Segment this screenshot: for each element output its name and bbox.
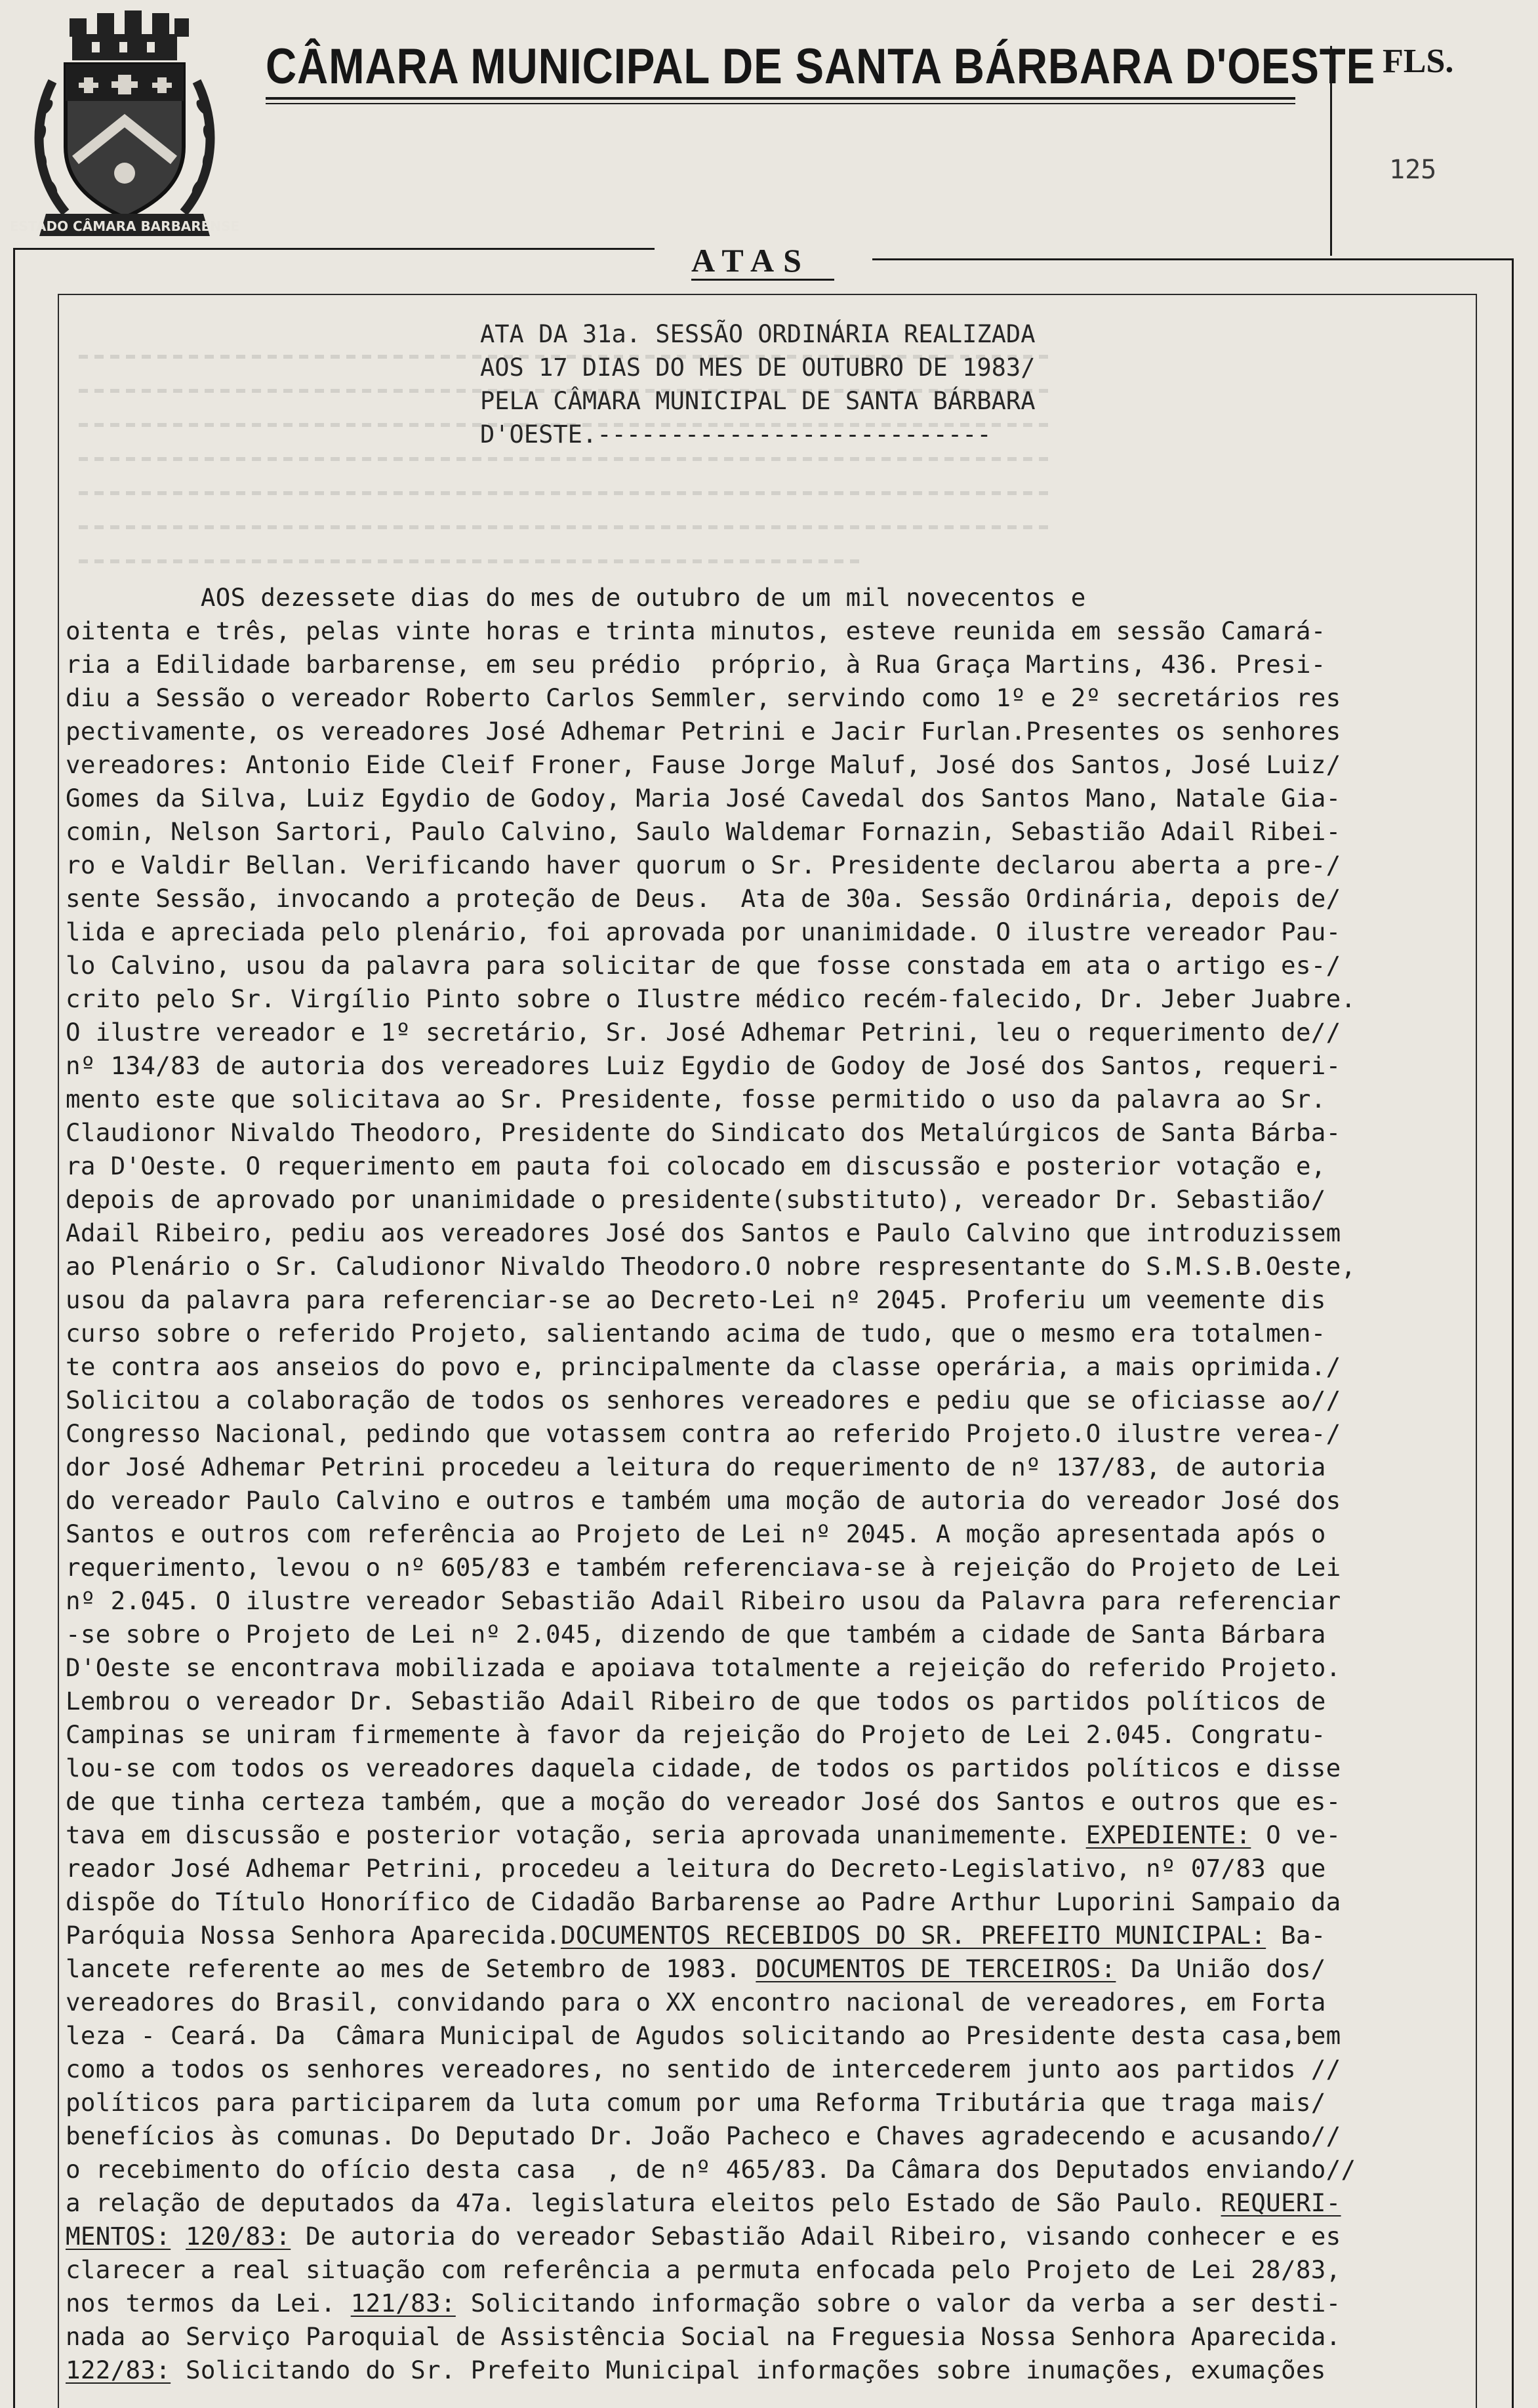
body-line: Lembrou o vereador Dr. Sebastião Adail Ribeiro de que todos os partidos políticos de — [66, 1687, 1326, 1716]
title-rule — [266, 97, 1295, 100]
body-line: -se sobre o Projeto de Lei nº 2.045, dizendo de que também a cidade de Santa Bárbara — [66, 1620, 1326, 1649]
body-line: tava em discussão e posterior votação, seria aprovada unanimemente. EXPEDIENTE: O ve- — [66, 1820, 1341, 1849]
section-term: DOCUMENTOS DE TERCEIROS: — [756, 1954, 1116, 1983]
body-line: Solicitou a colaboração de todos os senhores vereadores e pediu que se oficiasse ao// — [66, 1386, 1341, 1415]
body-line: Adail Ribeiro, pediu aos vereadores José dos Santos e Paulo Calvino que introduzissem — [66, 1218, 1341, 1247]
body-line: ra D'Oeste. O requerimento em pauta foi colocado em discussão e posterior votação e, — [66, 1152, 1326, 1180]
section-term: 120/83: — [186, 2222, 291, 2251]
frame-top-left — [13, 248, 655, 250]
body-line: Santos e outros com referência ao Projeto de Lei nº 2045. A moção apresentada após o — [66, 1519, 1326, 1548]
body-line: lancete referente ao mes de Setembro de 1983. DOCUMENTOS DE TERCEIROS: Da União dos/ — [66, 1954, 1326, 1983]
body-line: clarecer a real situação com referência a permuta enfocada pelo Projeto de Lei 28/83, — [66, 2255, 1341, 2284]
body-line: nos termos da Lei. 121/83: Solicitando informação sobre o valor da verba a ser desti- — [66, 2289, 1341, 2318]
body-line: ao Plenário o Sr. Caludionor Nivaldo Theodoro.O nobre respresentante do S.M.S.B.Oeste, — [66, 1252, 1356, 1281]
body-line: AOS dezessete dias do mes de outubro de um mil novecentos e — [66, 583, 1086, 612]
body-line: Campinas se uniram firmemente à favor da rejeição do Projeto de Lei 2.045. Congratu- — [66, 1720, 1326, 1749]
body-line: leza - Ceará. Da Câmara Municipal de Agudos solicitando ao Presidente desta casa,bem — [66, 2021, 1341, 2050]
fls-divider — [1330, 46, 1332, 256]
body-line: como a todos os senhores vereadores, no sentido de intercederem junto aos partidos // — [66, 2055, 1341, 2083]
title-rule-thin — [266, 103, 1295, 104]
body-line: sente Sessão, invocando a proteção de Deus. Ata de 30a. Sessão Ordinária, depois de/ — [66, 884, 1341, 913]
body-line: requerimento, levou o nº 605/83 e também referenciava-se à rejeição do Projeto de Lei — [66, 1553, 1341, 1582]
body-line: depois de aprovado por unanimidade o presidente(substituto), vereador Dr. Sebastião/ — [66, 1185, 1326, 1214]
body-line: ro e Valdir Bellan. Verificando haver quorum o Sr. Presidente declarou aberta a pre-/ — [66, 851, 1341, 879]
body-line: pectivamente, os vereadores José Adhemar Petrini e Jacir Furlan.Presentes os senhores — [66, 717, 1341, 746]
ata-title-line: D'OESTE.--------------------------- — [480, 420, 992, 449]
section-term: 122/83: — [66, 2356, 171, 2384]
ata-title — [480, 317, 1110, 451]
body-line: políticos para participarem da luta comum por uma Reforma Tributária que traga mais/ — [66, 2088, 1326, 2117]
body-line: Claudionor Nivaldo Theodoro, Presidente do Sindicato dos Metalúrgicos de Santa Bárba- — [66, 1118, 1341, 1147]
body-line: Paróquia Nossa Senhora Aparecida.DOCUMENTOS RECEBIDOS DO SR. PREFEITO MUNICIPAL: Ba- — [66, 1921, 1326, 1950]
body-line: dispõe do Título Honorífico de Cidadão Barbarense ao Padre Arthur Luporini Sampaio da — [66, 1887, 1341, 1916]
body-line: vereadores: Antonio Eide Cleif Froner, Fause Jorge Maluf, José dos Santos, José Luiz/ — [66, 750, 1341, 779]
fls-label: FLS. — [1383, 43, 1454, 80]
body-line: de que tinha certeza também, que a moção do vereador José dos Santos e outros que es- — [66, 1787, 1341, 1816]
body-line: a relação de deputados da 47a. legislatura eleitos pelo Estado de São Paulo. REQUERI- — [66, 2188, 1341, 2217]
body-line: lida e apreciada pelo plenário, foi aprovada por unanimidade. O ilustre vereador Pau- — [66, 917, 1341, 946]
body-line: reador José Adhemar Petrini, procedeu a leitura do Decreto-Legislativo, nº 07/83 que — [66, 1854, 1326, 1883]
body-line: ria a Edilidade barbarense, em seu prédio próprio, à Rua Graça Martins, 436. Presi- — [66, 650, 1326, 679]
body-line: 122/83: Solicitando do Sr. Prefeito Municipal informações sobre inumações, exumações — [66, 2356, 1326, 2384]
body-line: comin, Nelson Sartori, Paulo Calvino, Saulo Waldemar Fornazin, Sebastião Adail Ribei- — [66, 817, 1341, 846]
ata-title-line: PELA CÂMARA MUNICIPAL DE SANTA BÁRBARA — [480, 387, 1036, 415]
body-line: vereadores do Brasil, convidando para o XX encontro nacional de vereadores, em Forta — [66, 1988, 1326, 2017]
body-line: nº 134/83 de autoria dos vereadores Luiz Egydio de Godoy de José dos Santos, requeri- — [66, 1051, 1341, 1080]
section-term: DOCUMENTOS RECEBIDOS DO SR. PREFEITO MUNICIPAL: — [560, 1921, 1266, 1950]
body-line: do vereador Paulo Calvino e outros e também uma moção de autoria do vereador José dos — [66, 1486, 1341, 1515]
ata-title-line: ATA DA 31a. SESSÃO ORDINÁRIA REALIZADA — [480, 320, 1036, 348]
body-line: D'Oeste se encontrava mobilizada e apoiava totalmente a rejeição do referido Projeto. — [66, 1653, 1341, 1682]
frame-top-right — [872, 258, 1512, 260]
section-term: 121/83: — [350, 2289, 456, 2318]
body-line: dor José Adhemar Petrini procedeu a leitura do requerimento de nº 137/83, de autoria — [66, 1453, 1326, 1481]
ata-title-line: AOS 17 DIAS DO MES DE OUTUBRO DE 1983/ — [480, 353, 1036, 382]
body-line: O ilustre vereador e 1º secretário, Sr. José Adhemar Petrini, leu o requerimento de// — [66, 1018, 1341, 1047]
body-line: oitenta e três, pelas vinte horas e trinta minutos, esteve reunida em sessão Camará- — [66, 616, 1326, 645]
body-line: nada ao Serviço Paroquial de Assistência Social na Freguesia Nossa Senhora Aparecida. — [66, 2322, 1341, 2351]
body-line: diu a Sessão o vereador Roberto Carlos Semmler, servindo como 1º e 2º secretários res — [66, 683, 1341, 712]
body-line: usou da palavra para referenciar-se ao Decreto-Lei nº 2045. Proferiu um veemente dis — [66, 1285, 1326, 1314]
inner-frame-top — [58, 294, 1476, 295]
section-term: EXPEDIENTE: — [1085, 1820, 1251, 1849]
body-line: curso sobre o referido Projeto, salientando acima de tudo, que o mesmo era totalmen- — [66, 1319, 1326, 1348]
body-line: te contra aos anseios do povo e, principalmente da classe operária, a mais oprimida./ — [66, 1352, 1341, 1381]
frame-right — [1512, 258, 1514, 2408]
chamber-title: CÂMARA MUNICIPAL DE SANTA BÁRBARA D'OESTE — [266, 39, 1376, 94]
body-line: Congresso Nacional, pedindo que votassem contra ao referido Projeto.O ilustre verea-/ — [66, 1419, 1341, 1448]
body-line: nº 2.045. O ilustre vereador Sebastião Adail Ribeiro usou da Palavra para referenciar — [66, 1586, 1341, 1615]
section-term: REQUERI- — [1221, 2188, 1341, 2217]
page-number: 125 — [1389, 155, 1437, 185]
section-underline — [691, 279, 834, 281]
svg-text:ESTADO CÂMARA BARBARENSE: ESTADO CÂMARA BARBARENSE — [9, 218, 240, 234]
body-line: crito pelo Sr. Virgílio Pinto sobre o Ilustre médico recém-falecido, Dr. Jeber Juabre. — [66, 984, 1356, 1013]
body-line: o recebimento do ofício desta casa , de nº 465/83. Da Câmara dos Deputados enviando// — [66, 2155, 1356, 2184]
coat-of-arms-icon — [9, 9, 240, 245]
section-term: MENTOS: — [66, 2222, 171, 2251]
inner-frame-left — [58, 294, 59, 2408]
body-line: benefícios às comunas. Do Deputado Dr. João Pacheco e Chaves agradecendo e acusando// — [66, 2121, 1341, 2150]
body-line: mento este que solicitava ao Sr. Presidente, fosse permitido o uso da palavra ao Sr. — [66, 1085, 1326, 1114]
body-line: lo Calvino, usou da palavra para solicitar de que fosse constada em ata o artigo es-/ — [66, 951, 1341, 980]
section-heading: ATAS — [691, 242, 811, 279]
body-line: lou-se com todos os vereadores daquela cidade, de todos os partidos políticos e disse — [66, 1754, 1341, 1782]
body-line: MENTOS: 120/83: De autoria do vereador Sebastião Adail Ribeiro, visando conhecer e es — [66, 2222, 1341, 2251]
frame-left — [13, 248, 15, 2408]
minutes-body — [66, 581, 1482, 2387]
body-line: Gomes da Silva, Luiz Egydio de Godoy, Maria José Cavedal dos Santos Mano, Natale Gia- — [66, 784, 1341, 813]
